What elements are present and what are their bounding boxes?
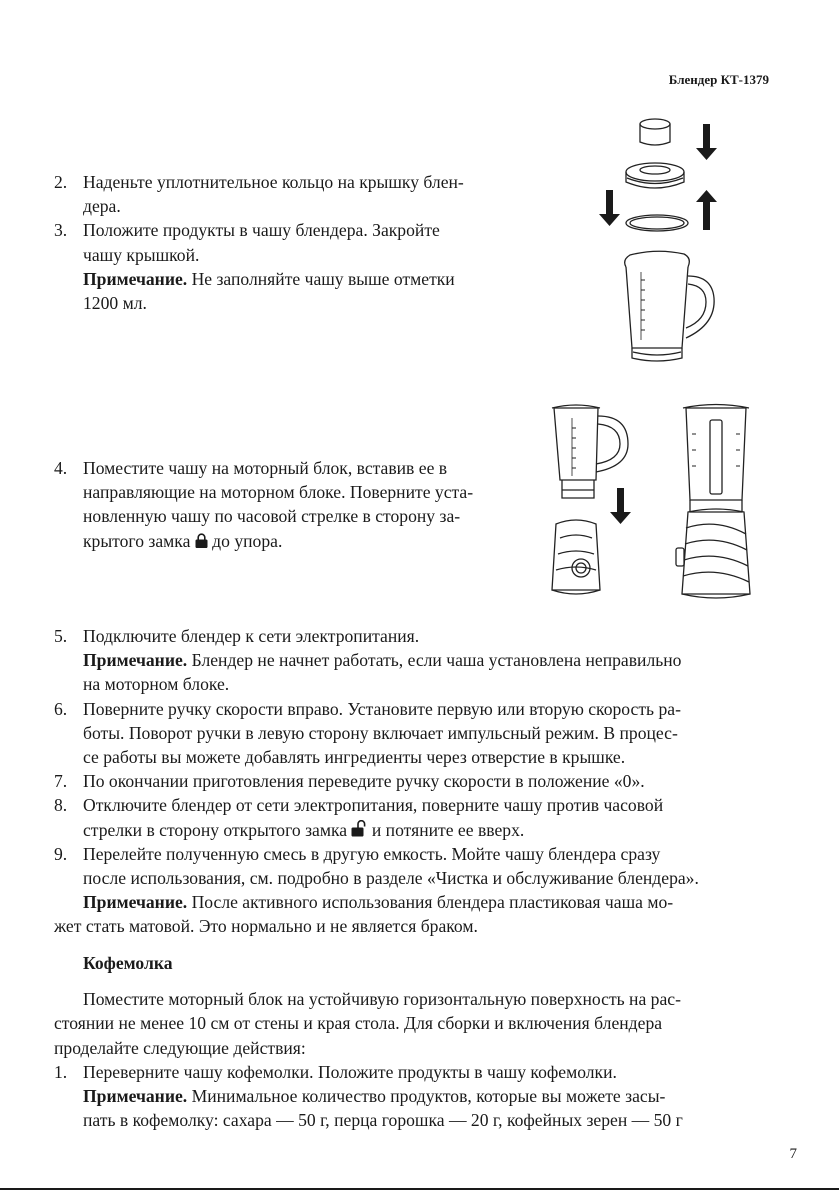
arrow-up-icon bbox=[696, 190, 717, 230]
intro-paragraph: Поместите моторный блок на устойчивую горизонтальную поверхность на рас- стоянии не менее 10 см от стены и края стола. Для сборки и включения блендера проделайте следующие действия: bbox=[54, 989, 681, 1058]
section-heading: Кофемолка bbox=[83, 953, 173, 973]
jug-on-base-figure bbox=[546, 398, 764, 604]
assembled-blender-front bbox=[676, 405, 750, 599]
note: Примечание. Не заполняйте чашу выше отметки 1200 мл. bbox=[83, 268, 455, 314]
lid-cap bbox=[640, 119, 670, 145]
motor-base-side bbox=[552, 520, 600, 594]
arrow-down-icon bbox=[696, 124, 717, 160]
jug-side-view bbox=[552, 405, 628, 498]
list-item: 1. Переверните чашу кофемолки. Положите продукты в чашу кофемолки. bbox=[54, 1061, 617, 1082]
arrow-down-icon bbox=[610, 488, 631, 524]
list-item: 9. Перелейте полученную смесь в другую емкость. Мойте чашу блендера сразу после использования, см. подробно в разделе «Чистка и обслуживание блендера». bbox=[54, 843, 699, 889]
install-jug-step bbox=[54, 456, 544, 553]
bottom-rule bbox=[0, 1188, 839, 1190]
assembly-steps bbox=[54, 170, 534, 315]
list-item: 2. Наденьте уплотнительное кольцо на крышку блен- дера. bbox=[54, 172, 464, 217]
closed-lock-icon bbox=[195, 533, 208, 548]
coffee-grinder-section bbox=[54, 951, 784, 1132]
blender-jug bbox=[625, 251, 714, 361]
arrow-down-icon bbox=[599, 190, 620, 226]
sealing-ring bbox=[626, 215, 688, 231]
open-lock-icon bbox=[351, 820, 367, 838]
list-item: 5. Подключите блендер к сети электропитания. bbox=[54, 626, 420, 646]
list-item: 4. Поместите чашу на моторный блок, вставив ее в направляющие на моторном блоке. Поверните уста- новленную чашу по часовой стрелке в сторону за- крытого замка до упора. bbox=[54, 458, 474, 551]
note: Примечание. Минимальное количество продуктов, которые вы можете засы- пать в кофемолку: сахара — 50 г, перца горошка — 20 г, кофейных зерен — 50 г bbox=[83, 1086, 683, 1131]
note: Примечание. После активного использования блендера пластиковая чаша мо- жет стать матовой. Это нормально и не является браком. bbox=[54, 892, 674, 937]
list-item: 8. Отключите блендер от сети электропитания, поверните чашу против часовой стрелки в сторону открытого замка и потяните ее вверх. bbox=[54, 795, 664, 840]
list-item: 3. Положите продукты в чашу блендера. Закройте чашу крышкой. bbox=[54, 220, 440, 265]
jug-lid bbox=[626, 163, 684, 188]
note: Примечание. Блендер не начнет работать, если чаша установлена неправильно на моторном блоке. bbox=[83, 650, 682, 695]
list-item: 7. По окончании приготовления переведите ручку скорости в положение «0». bbox=[54, 771, 645, 792]
running-header: Блендер КТ-1379 bbox=[668, 72, 769, 87]
jug-assembly-figure bbox=[596, 112, 746, 374]
operation-steps bbox=[54, 624, 784, 939]
list-item: 6. Поверните ручку скорости вправо. Установите первую или вторую скорость ра- боты. Поворот ручки в левую сторону включает импульсный режим. В процес- се работы вы можете добавлять ингредиенты через отверстие в крышке. bbox=[54, 698, 681, 768]
page-number: 7 bbox=[789, 1146, 797, 1162]
